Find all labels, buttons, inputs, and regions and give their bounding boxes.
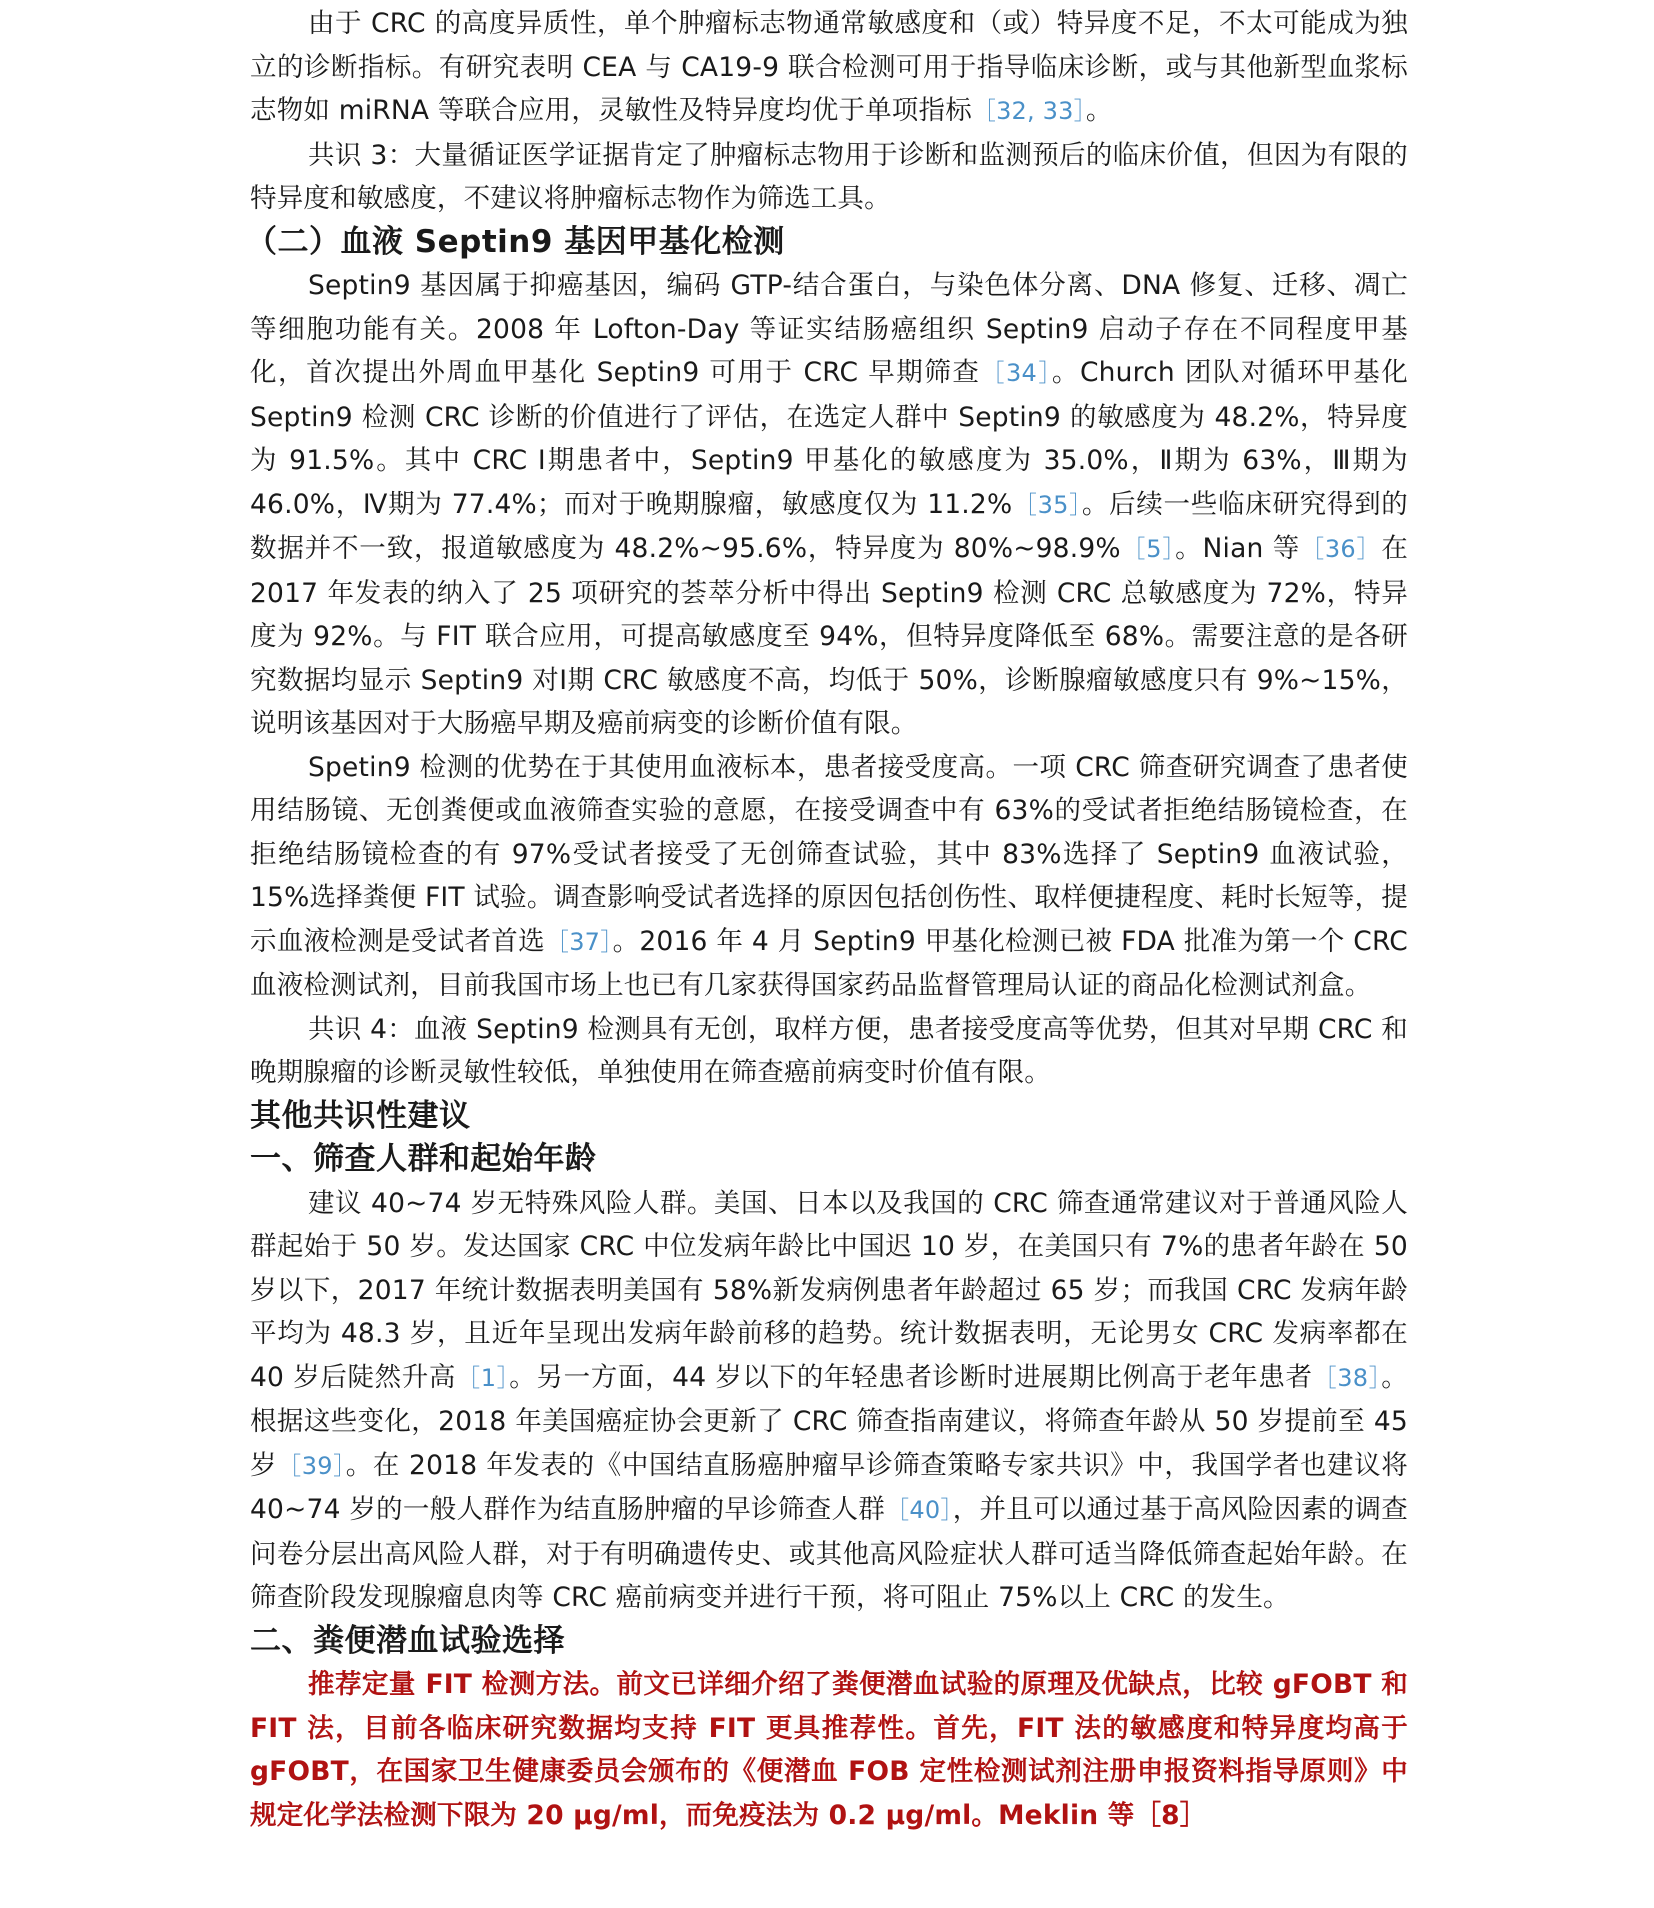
citation-5[interactable]: ［5］ (1120, 535, 1176, 563)
citation-32-33[interactable]: ［32, 33］ (971, 97, 1086, 125)
citation-35[interactable]: ［35］ (1012, 490, 1082, 519)
citation-38[interactable]: ［38］ (1312, 1363, 1382, 1392)
citation-36[interactable]: ［36］ (1300, 535, 1382, 563)
paragraph-tumor-markers: 由于 CRC 的高度异质性，单个肿瘤标志物通常敏感度和（或）特异度不足，不太可能成为独立的诊断指标。有研究表明 CEA 与 CA19-9 联合检测可用于指导临床诊断，或与其他新型血浆标志物如 miRNA 等联合应用，灵敏性及特异度均优于单项指标［32, 33］。 (250, 8, 1408, 126)
paragraph-septin9-intro: Septin9 基因属于抑癌基因，编码 GTP-结合蛋白，与染色体分离、DNA 修复、迁移、凋亡等细胞功能有关。2008 年 Lofton-Day 等证实结肠癌组织 Septin9 启动子存在不同程度甲基化，首次提出外周血甲基化 Septin9 可用于 CRC 早期筛查［34］。Church 团队对循环甲基化 Septin9 检测 CRC 诊断的价值进行了评估，在选定人群中 Septin9 的敏感度为 48.2%，特异度为 91.5%。其中 CRC Ⅰ期患者中，Septin9 甲基化的敏感度为 35.0%，Ⅱ期为 63%，Ⅲ期为 46.0%，Ⅳ期为 77.4%；而对于晚期腺瘤，敏感度仅为 11.2%［35］。后续一些临床研究得到的数据并不一致，报道敏感度为 48.2%~95.6%，特异度为 80%~98.9%［5］。Nian 等［36］在 2017 年发表的纳入了 25 项研究的荟萃分析中得出 Septin9 检测 CRC 总敏感度为 72%，特异度为 92%。与 FIT 联合应用，可提高敏感度至 94%，但特异度降低至 68%。需要注意的是各研究数据均显示 Septin9 对Ⅰ期 CRC 敏感度不高，均低于 50%，诊断腺瘤敏感度只有 9%~15%，说明该基因对于大肠癌早期及癌前病变的诊断价值有限。 (250, 270, 1409, 739)
citation-39[interactable]: ［39］ (277, 1451, 346, 1480)
paragraph-consensus-3: 共识 3：大量循证医学证据肯定了肿瘤标志物用于诊断和监测预后的临床价值，但因为有限的特异度和敏感度，不建议将肿瘤标志物作为筛选工具。 (250, 139, 1408, 214)
section-heading-fobt: 二、粪便潜血试验选择 (250, 1622, 565, 1659)
paragraph-consensus-4: 共识 4：血液 Septin9 检测具有无创，取样方便，患者接受度高等优势，但其对早期 CRC 和晚期腺瘤的诊断灵敏性较低，单独使用在筛查癌前病变时价值有限。 (250, 1013, 1408, 1088)
paragraph-septin9-advantages: Spetin9 检测的优势在于其使用血液标本，患者接受度高。一项 CRC 筛查研究调查了患者使用结肠镜、无创粪便或血液筛查实验的意愿，在接受调查中有 63%的受试者拒绝结肠镜检查，在拒绝结肠镜检查的有 97%受试者接受了无创筛查试验，其中 83%选择了 Septin9 血液试验，15%选择粪便 FIT 试验。调查影响受试者选择的原因包括创伤性、取样便捷程度、耗时长短等，提示血液检测是受试者首选［37］。2016 年 4 月 Septin9 甲基化检测已被 FDA 批准为第一个 CRC 血液检测试剂，目前我国市场上也已有几家获得国家药品监督管理局认证的商品化检测试剂盒。 (250, 751, 1409, 1001)
paragraph-fit-recommendation: 推荐定量 FIT 检测方法。前文已详细介绍了粪便潜血试验的原理及优缺点，比较 gFOBT 和 FIT 法，目前各临床研究数据均支持 FIT 更具推荐性。首先，FIT 法的敏感度和特异度均高于 gFOBT，在国家卫生健康委员会颁布的《便潜血 FOB 定性检测试剂注册申报资料指导原则》中规定化学法检测下限为 20 μg/ml，而免疫法为 0.2 μg/ml。Meklin 等［8］ (250, 1669, 1408, 1831)
paragraph-screening-age: 建议 40~74 岁无特殊风险人群。美国、日本以及我国的 CRC 筛查通常建议对于普通风险人群起始于 50 岁。发达国家 CRC 中位发病年龄比中国迟 10 岁，在美国只有 7%的患者年龄在 50 岁以下，2017 年统计数据表明美国有 58%新发病例患者年龄超过 65 岁；而我国 CRC 发病年龄平均为 48.3 岁，且近年呈现出发病年龄前移的趋势。统计数据表明，无论男女 CRC 发病率都在 40 岁后陡然升高［1］。另一方面，44 岁以下的年轻患者诊断时进展期比例高于老年患者［38］。根据这些变化，2018 年美国癌症协会更新了 CRC 筛查指南建议，将筛查年龄从 50 岁提前至 45 岁［39］。在 2018 年发表的《中国结直肠癌肿瘤早诊筛查策略专家共识》中，我国学者也建议将 40~74 岁的一般人群作为结直肠肿瘤的早诊筛查人群［40］，并且可以通过基于高风险因素的调查问卷分层出高风险人群，对于有明确遗传史、或其他高风险症状人群可适当降低筛查起始年龄。在筛查阶段发现腺瘤息肉等 CRC 癌前病变并进行干预，将可阻止 75%以上 CRC 的发生。 (250, 1187, 1409, 1613)
citation-40[interactable]: ［40］ (885, 1496, 953, 1524)
section-heading-other-consensus: 其他共识性建议 (250, 1097, 471, 1134)
document-page (246, 0, 1409, 1837)
citation-34[interactable]: ［34］ (980, 359, 1052, 387)
citation-1[interactable]: ［1］ (456, 1363, 510, 1392)
citation-8[interactable]: ［8］ (1134, 1799, 1207, 1831)
section-heading-screening-age: 一、筛查人群和起始年龄 (250, 1141, 597, 1177)
citation-37[interactable]: ［37］ (544, 927, 613, 956)
section-heading-septin9: （二）血液 Septin9 基因甲基化检测 (246, 223, 785, 260)
